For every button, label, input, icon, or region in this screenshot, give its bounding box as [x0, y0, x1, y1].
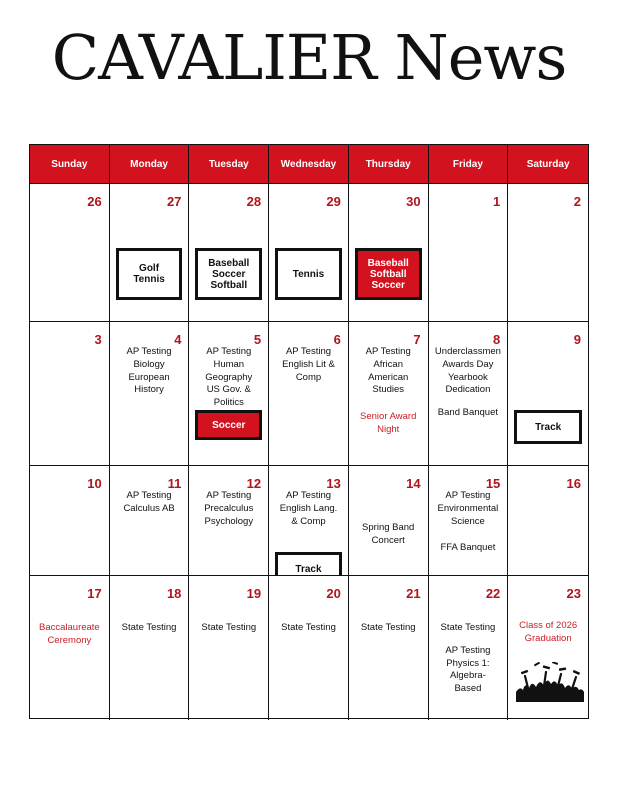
event-text: AP Testing Environmental Science: [437, 490, 499, 527]
calendar-day-10: [30, 466, 110, 576]
event-text: AP Testing Physics 1: Algebra- Based: [445, 644, 491, 695]
graduation-crowd-icon: [516, 662, 584, 702]
calendar-day-9: [508, 322, 588, 466]
day-number: 28: [246, 194, 262, 209]
event-text: State Testing: [281, 622, 336, 633]
day-number: 18: [166, 586, 182, 601]
calendar-day-12: [189, 466, 269, 576]
day-events: [349, 622, 428, 635]
sports-event-box: Golf Tennis: [116, 248, 183, 300]
day-events: [349, 346, 428, 437]
event-text: AP Testing Human Geography US Gov. & Politics: [205, 346, 253, 409]
day-events: [429, 346, 508, 420]
day-header-sunday: Sunday: [30, 145, 110, 184]
calendar-day-13: [269, 466, 349, 576]
day-number: 9: [573, 332, 581, 347]
day-number: 22: [485, 586, 501, 601]
event-text: State Testing: [121, 622, 177, 633]
day-number: 20: [326, 586, 341, 601]
event-text: Band Banquet: [437, 407, 499, 419]
event-text: State Testing: [440, 622, 496, 633]
day-header-friday: Friday: [429, 145, 509, 184]
calendar-day-23: [508, 576, 588, 720]
event-text: State Testing: [201, 622, 257, 633]
calendar-day-29: [269, 184, 349, 322]
day-number: 4: [174, 332, 182, 347]
sports-event-box: Soccer: [195, 410, 262, 440]
day-events: [269, 622, 348, 635]
calendar-day-30: [349, 184, 429, 322]
calendar-day-4: [110, 322, 190, 466]
day-number: 8: [493, 332, 501, 347]
event-text: Spring Band Concert: [362, 522, 415, 546]
day-events: [189, 622, 268, 635]
day-events: [110, 622, 189, 635]
day-number: 26: [87, 194, 102, 209]
day-header-wednesday: Wednesday: [269, 145, 349, 184]
day-events: [269, 346, 348, 384]
day-number: 30: [406, 194, 421, 209]
calendar-day-17: [30, 576, 110, 720]
day-events: [269, 490, 348, 528]
day-number: 7: [413, 332, 421, 347]
day-number: 12: [246, 476, 262, 491]
day-number: 3: [94, 332, 102, 347]
day-number: 29: [326, 194, 341, 209]
calendar-day-22: [429, 576, 509, 720]
day-events: [429, 490, 508, 555]
day-number: 23: [566, 586, 581, 601]
event-text: AP Testing Calculus AB: [123, 490, 175, 514]
event-text: Underclassmen Awards Day Yearbook Dedication: [434, 346, 501, 396]
day-events: [508, 620, 588, 646]
day-number: 10: [87, 476, 102, 491]
calendar-day-21: [349, 576, 429, 720]
sports-event-box: Baseball Softball Soccer: [355, 248, 422, 300]
highlight-event: Senior Award Night: [360, 411, 417, 435]
calendar-day-27: [110, 184, 190, 322]
day-number: 14: [406, 476, 421, 491]
calendar-day-16: [508, 466, 588, 576]
day-number: 19: [246, 586, 262, 601]
calendar-day-1: [429, 184, 509, 322]
calendar-day-14: [349, 466, 429, 576]
day-number: 11: [167, 476, 182, 491]
calendar-day-6: [269, 322, 349, 466]
day-number: 13: [326, 476, 341, 491]
sports-event-box: Tennis: [275, 248, 342, 300]
event-text: AP Testing English Lang. & Comp: [279, 490, 338, 527]
event-text: AP Testing African American Studies: [365, 346, 411, 396]
event-text: AP Testing English Lit & Comp: [282, 346, 335, 383]
calendar-day-20: [269, 576, 349, 720]
day-header-tuesday: Tuesday: [189, 145, 269, 184]
calendar-day-7: [349, 322, 429, 466]
calendar-day-18: [110, 576, 190, 720]
day-header-monday: Monday: [110, 145, 190, 184]
day-events: [349, 522, 428, 548]
calendar-day-5: [189, 322, 269, 466]
day-events: [189, 346, 268, 410]
highlight-event: Class of 2026 Graduation: [519, 620, 578, 644]
event-text: State Testing: [360, 622, 416, 633]
sports-event-box: Track: [275, 552, 342, 576]
day-number: 5: [253, 332, 262, 347]
calendar-day-8: [429, 322, 509, 466]
calendar-day-11: [110, 466, 190, 576]
day-number: 1: [493, 194, 501, 209]
day-number: 6: [333, 332, 341, 347]
highlight-event: Baccalaureate Ceremony: [38, 622, 100, 646]
calendar-day-26: [30, 184, 110, 322]
day-events: [429, 622, 508, 696]
event-text: AP Testing Precalculus Psychology: [204, 490, 254, 527]
day-header-thursday: Thursday: [349, 145, 429, 184]
event-text: AP Testing Biology European History: [126, 346, 172, 396]
day-number: 21: [406, 586, 421, 601]
day-events: [189, 490, 268, 528]
event-text: FFA Banquet: [440, 542, 496, 554]
day-number: 27: [166, 194, 182, 209]
calendar-day-28: [189, 184, 269, 322]
calendar-day-19: [189, 576, 269, 720]
page-title: CAVALIER News: [51, 21, 567, 94]
day-number: 2: [573, 194, 581, 209]
sports-event-box: Track: [514, 410, 582, 444]
day-events: [110, 346, 189, 397]
sports-event-box: Baseball Soccer Softball: [195, 248, 262, 300]
day-number: 17: [87, 586, 102, 601]
day-events: [30, 622, 109, 648]
calendar-day-3: [30, 322, 110, 466]
day-header-saturday: Saturday: [508, 145, 588, 184]
day-number: 16: [566, 476, 581, 491]
day-number: 15: [485, 476, 501, 491]
calendar-day-15: [429, 466, 509, 576]
calendar-grid: [29, 144, 589, 719]
calendar-day-2: [508, 184, 588, 322]
day-events: [110, 490, 189, 516]
